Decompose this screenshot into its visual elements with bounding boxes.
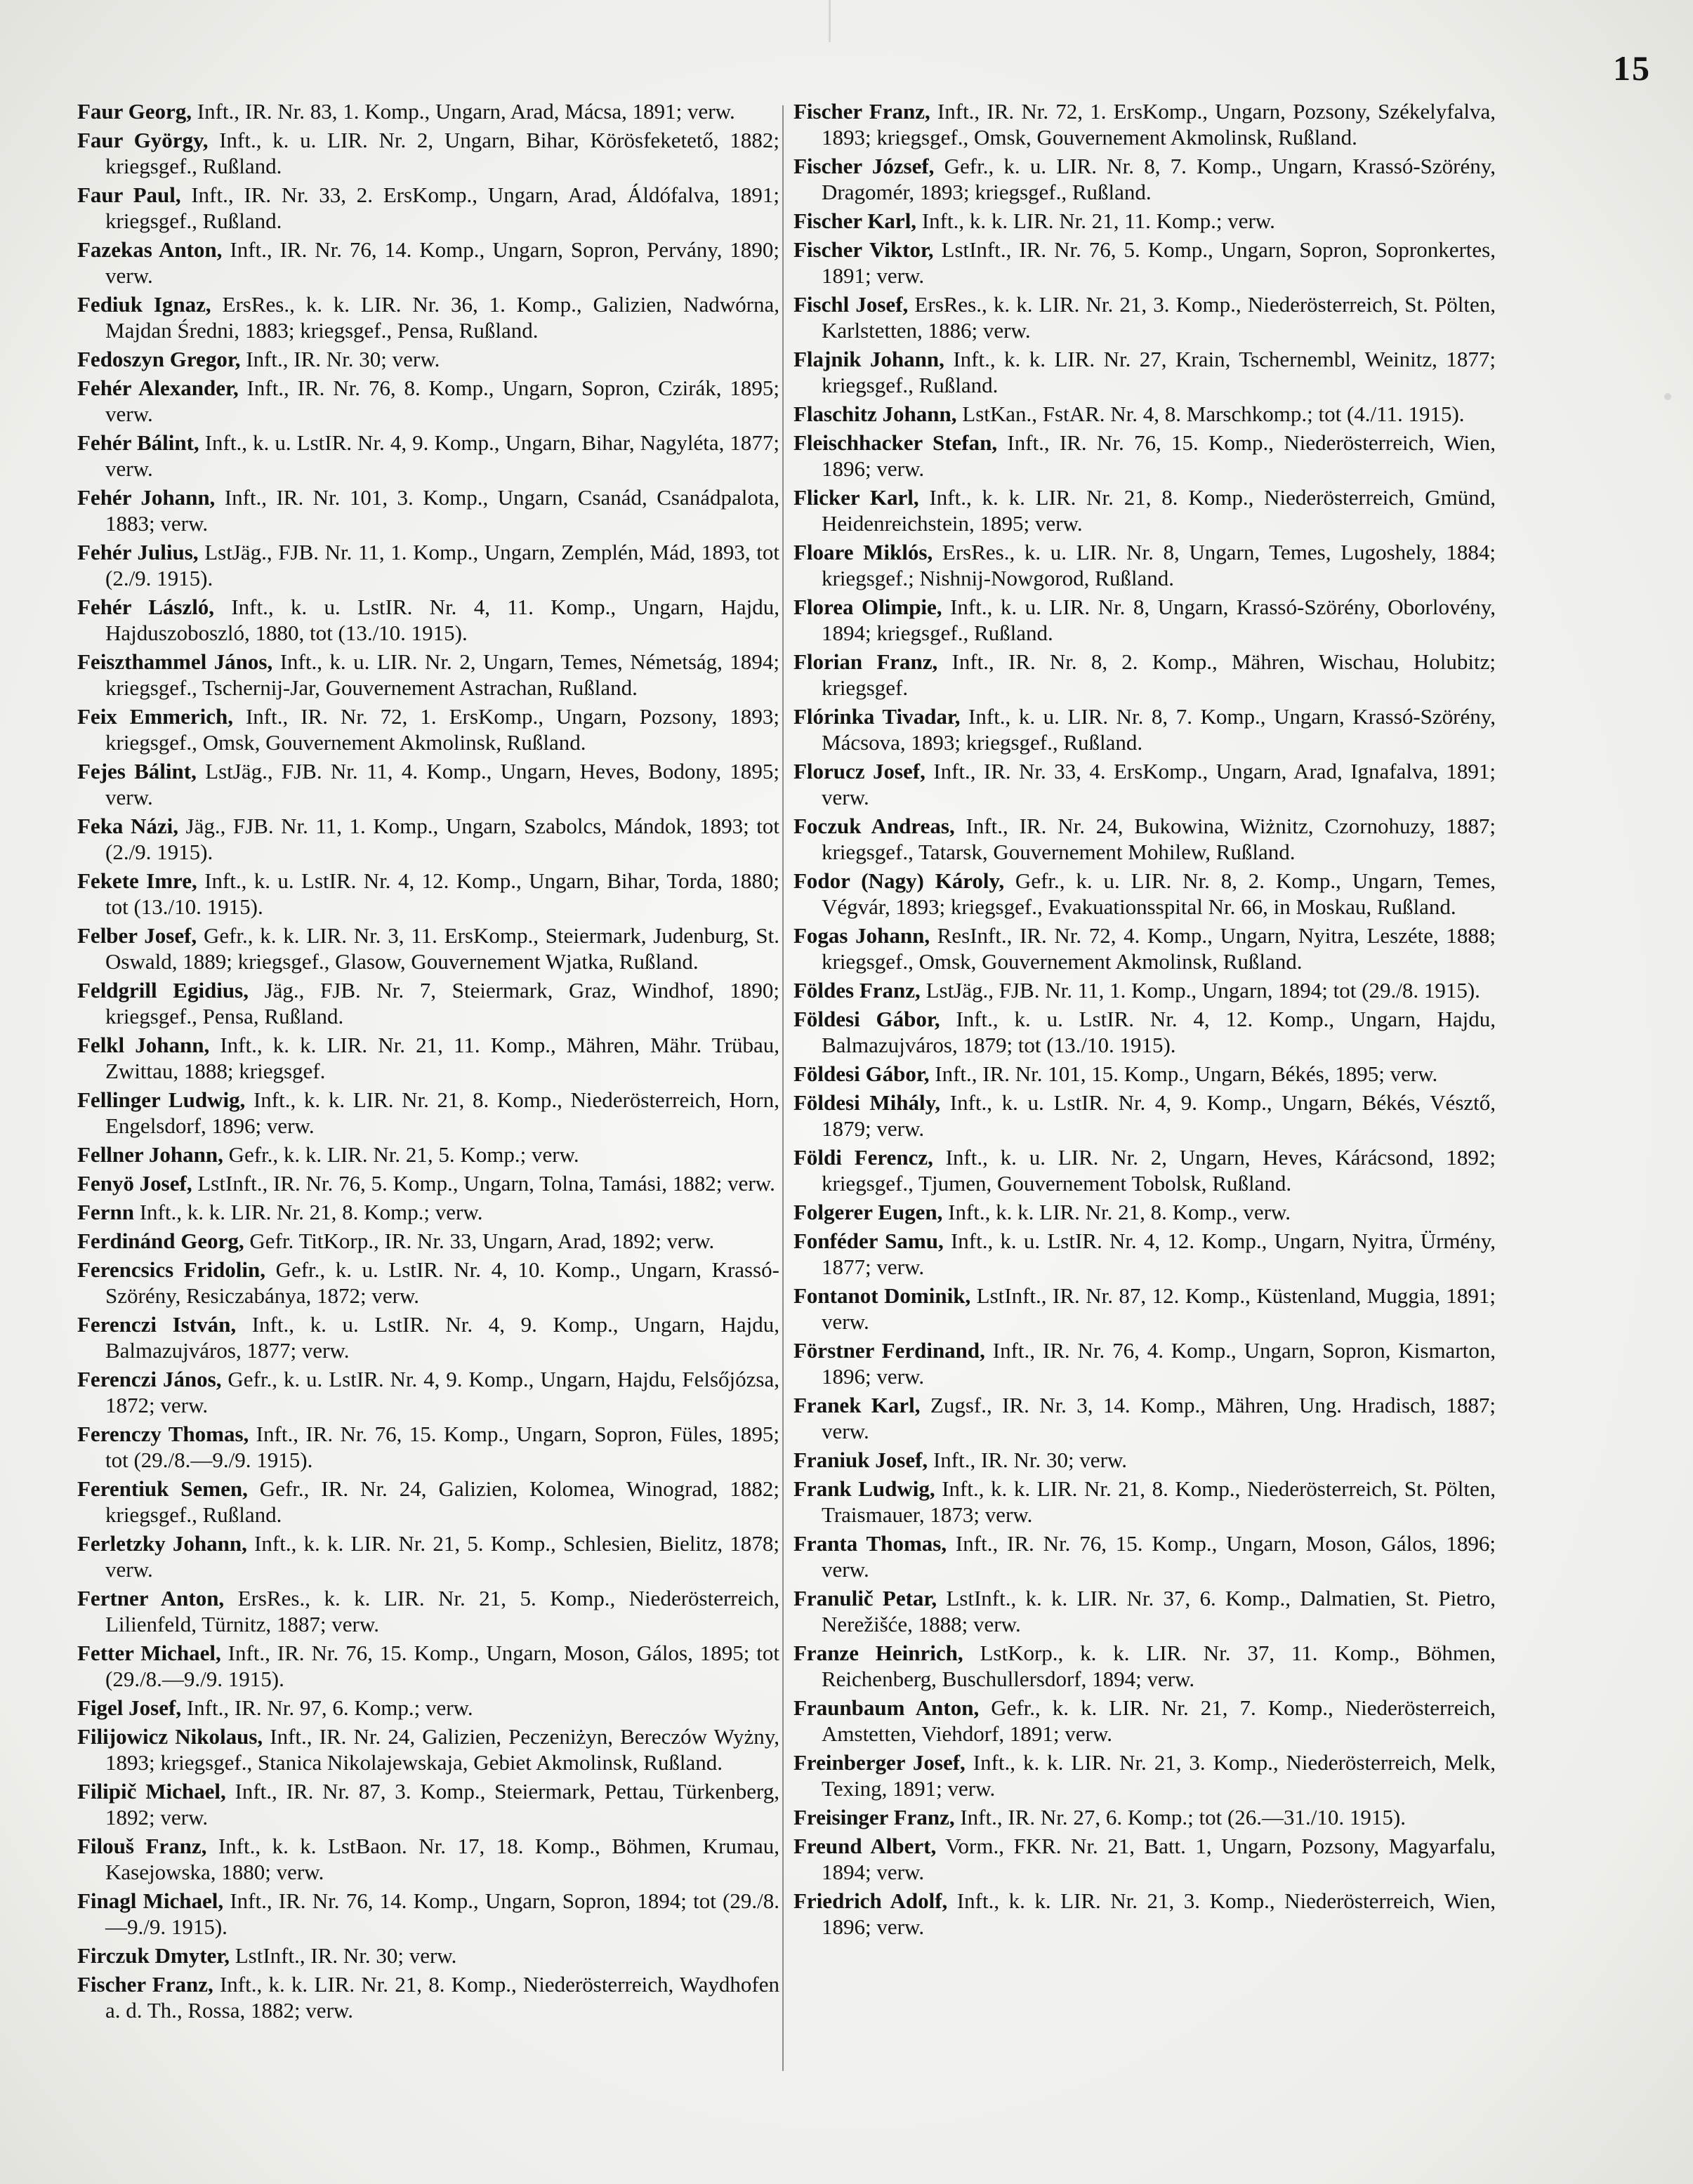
entry-details: Inft., IR. Nr. 76, 4. Komp., Ungarn, Sopron, Kismarton, 1896; verw.: [822, 1338, 1496, 1389]
register-entry: [77, 1695, 779, 1721]
entry-details: Vorm., FKR. Nr. 21, Batt. 1, Ungarn, Pozsony, Magyarfalu, 1894; verw.: [822, 1834, 1496, 1884]
register-entry: [77, 813, 779, 865]
entry-details: Zugsf., IR. Nr. 3, 14. Komp., Mähren, Ung. Hradisch, 1887; verw.: [822, 1393, 1496, 1443]
register-entry: [77, 1585, 779, 1637]
entry-details: LstInft., IR. Nr. 30; verw.: [229, 1943, 457, 1968]
entry-name: Fellinger Ludwig,: [77, 1087, 246, 1112]
entry-details: Inft., IR. Nr. 76, 14. Komp., Ungarn, Sopron, 1894; tot (29./8.—9./9. 1915).: [105, 1888, 779, 1939]
entry-details: Jäg., FJB. Nr. 11, 1. Komp., Ungarn, Szabolcs, Mándok, 1893; tot (2./9. 1915).: [105, 814, 780, 864]
entry-details: Inft., IR. Nr. 76, 15. Komp., Ungarn, Moson, Gálos, 1895; tot (29./8.—9./9. 1915).: [105, 1641, 779, 1691]
entry-name: Franek Karl,: [793, 1393, 921, 1417]
entry-name: Firczuk Dmyter,: [77, 1943, 230, 1968]
entry-name: Fehér Johann,: [77, 485, 216, 510]
entry-details: Inft., k. k. LIR. Nr. 21, 8. Komp.; verw.: [133, 1200, 483, 1224]
register-entry: [77, 758, 779, 810]
entry-details: Gefr., k. k. LIR. Nr. 3, 11. ErsKomp., Steiermark, Judenburg, St. Oswald, 1889; kriegsgef., Glasow, Gouvernement Wjatka, Rußland.: [105, 923, 779, 974]
register-entry: [77, 1170, 779, 1196]
entry-details: Inft., k. u. LstIR. Nr. 4, 12. Komp., Ungarn, Nyitra, Ürmény, 1877; verw.: [822, 1229, 1496, 1279]
entry-details: Inft., IR. Nr. 33, 4. ErsKomp., Ungarn, Arad, Ignafalva, 1891; verw.: [822, 759, 1496, 809]
entry-details: Inft., k. u. LIR. Nr. 2, Ungarn, Bihar, Körösfeketető, 1882; kriegsgef., Rußland.: [105, 128, 779, 178]
register-entry: [793, 1283, 1496, 1335]
entry-details: Inft., k. k. LIR. Nr. 21, 8. Komp., Niederösterreich, St. Pölten, Traismauer, 1873; verw.: [822, 1476, 1496, 1527]
entry-name: Felkl Johann,: [77, 1033, 210, 1057]
register-entry: [793, 1090, 1496, 1141]
entry-name: Frank Ludwig,: [793, 1476, 935, 1501]
register-entry: [793, 539, 1496, 591]
register-entry: [793, 291, 1496, 343]
entry-name: Fehér Bálint,: [77, 430, 199, 455]
entry-details: Inft., k. k. LIR. Nr. 21, 5. Komp., Schlesien, Bielitz, 1878; verw.: [105, 1531, 779, 1582]
entry-details: LstInft., IR. Nr. 76, 5. Komp., Ungarn, Tolna, Tamási, 1882; verw.: [192, 1171, 775, 1196]
register-entry: [793, 1695, 1496, 1747]
entry-name: Fischer Viktor,: [793, 237, 934, 262]
entry-name: Fellner Johann,: [77, 1142, 223, 1167]
register-entry: [793, 649, 1496, 701]
entry-name: Fernn: [77, 1200, 134, 1224]
register-entry: [77, 1421, 779, 1473]
register-entry: [793, 758, 1496, 810]
entry-name: Fraunbaum Anton,: [793, 1695, 980, 1720]
entry-name: Floare Miklós,: [793, 540, 933, 564]
register-entry: [77, 1366, 779, 1418]
entry-details: Inft., IR. Nr. 24, Bukowina, Wiżnitz, Czornohuzy, 1887; kriegsgef., Tatarsk, Gouvernement Mohilew, Rußland.: [822, 814, 1496, 864]
entry-details: Inft., IR. Nr. 76, 15. Komp., Ungarn, Sopron, Füles, 1895; tot (29./8.—9./9. 1915).: [105, 1422, 779, 1472]
entry-details: Inft., IR. Nr. 76, 14. Komp., Ungarn, Sopron, Pervány, 1890; verw.: [105, 237, 779, 288]
entry-details: LstJäg., FJB. Nr. 11, 1. Komp., Ungarn, 1894; tot (29./8. 1915).: [920, 978, 1480, 1002]
register-entry: [77, 1032, 779, 1084]
register-entry: [77, 237, 779, 289]
entry-details: Inft., k. u. LstIR. Nr. 4, 11. Komp., Ungarn, Hajdu, Hajduszoboszló, 1880, tot (13./10. 1915).: [105, 595, 779, 645]
entry-name: Fehér László,: [77, 595, 215, 619]
entry-details: ErsRes., k. k. LIR. Nr. 21, 5. Komp., Niederösterreich, Lilienfeld, Türnitz, 1887; verw.: [105, 1586, 779, 1636]
entry-details: Inft., k. u. LstIR. Nr. 4, 12. Komp., Ungarn, Bihar, Torda, 1880; tot (13./10. 1915).: [105, 868, 779, 919]
register-entry: [793, 401, 1496, 427]
register-entry: [77, 594, 779, 646]
entry-name: Florucz Josef,: [793, 759, 925, 783]
register-entry: [77, 291, 779, 343]
entry-name: Ferdinánd Georg,: [77, 1229, 244, 1253]
entry-details: LstInft., k. k. LIR. Nr. 37, 6. Komp., Dalmatien, St. Pietro, Nerežišće, 1888; verw.: [822, 1586, 1496, 1636]
register-entry: [793, 1888, 1496, 1940]
register-entry: [793, 98, 1496, 150]
entry-details: ErsRes., k. u. LIR. Nr. 8, Ungarn, Temes, Lugoshely, 1884; kriegsgef.; Nishnij-Nowgorod, Rußland.: [822, 540, 1496, 590]
entry-name: Flajnik Johann,: [793, 347, 944, 371]
entry-name: Feldgrill Egidius,: [77, 978, 249, 1002]
entry-name: Faur Paul,: [77, 183, 181, 207]
entry-details: LstKorp., k. k. LIR. Nr. 37, 11. Komp., Böhmen, Reichenberg, Buschullersdorf, 1894; verw.: [822, 1641, 1496, 1691]
register-entry: [77, 1888, 779, 1940]
entry-details: Inft., k. k. LIR. Nr. 21, 8. Komp., Niederösterreich, Gmünd, Heidenreichstein, 1895; verw.: [822, 485, 1496, 536]
entry-name: Fetter Michael,: [77, 1641, 221, 1665]
entry-details: Gefr., k. u. LstIR. Nr. 4, 10. Komp., Ungarn, Krassó-Szörény, Resiczabánya, 1872; verw.: [105, 1257, 780, 1308]
entry-details: Gefr., k. u. LIR. Nr. 8, 7. Komp., Ungarn, Krassó-Szörény, Dragomér, 1893; kriegsgef., Rußland.: [822, 154, 1496, 204]
entry-name: Filijowicz Nikolaus,: [77, 1724, 263, 1749]
register-entry: [793, 430, 1496, 482]
entry-details: ResInft., IR. Nr. 72, 4. Komp., Ungarn, Nyitra, Leszéte, 1888; kriegsgef., Omsk, Gouvernement Akmolinsk, Rußland.: [822, 923, 1496, 974]
entry-details: Inft., k. u. LstIR. Nr. 4, 9. Komp., Ungarn, Bihar, Nagyléta, 1877; verw.: [105, 430, 779, 481]
entry-name: Ferenczy Thomas,: [77, 1422, 249, 1446]
register-entry: [793, 1640, 1496, 1692]
entry-details: LstJäg., FJB. Nr. 11, 1. Komp., Ungarn, Zemplén, Mád, 1893, tot (2./9. 1915).: [105, 540, 780, 590]
entry-details: Inft., k. u. LstIR. Nr. 4, 9. Komp., Ungarn, Békés, Vésztő, 1879; verw.: [822, 1090, 1496, 1141]
entry-name: Faur György,: [77, 128, 209, 152]
entry-name: Felber Josef,: [77, 923, 197, 948]
entry-details: Inft., k. u. LstIR. Nr. 4, 12. Komp., Ungarn, Hajdu, Balmazujváros, 1879; tot (13./10. 1915).: [822, 1007, 1496, 1057]
register-entry: [793, 484, 1496, 536]
column-divider: [782, 105, 784, 2071]
entry-name: Florea Olimpie,: [793, 595, 942, 619]
entry-details: Gefr. TitKorp., IR. Nr. 33, Ungarn, Arad, 1892; verw.: [244, 1229, 715, 1253]
register-entry: [77, 1943, 779, 1968]
entry-name: Florian Franz,: [793, 649, 938, 674]
entry-name: Freinberger Josef,: [793, 1750, 966, 1775]
entry-details: Inft., k. u. LstIR. Nr. 4, 9. Komp., Ungarn, Hajdu, Balmazujváros, 1877; verw.: [105, 1312, 780, 1363]
register-entry: [793, 1006, 1496, 1058]
entry-name: Fazekas Anton,: [77, 237, 223, 262]
register-entry: [77, 868, 779, 920]
register-entry: [793, 1392, 1496, 1444]
entry-name: Fodor (Nagy) Károly,: [793, 868, 1005, 893]
register-entry: [793, 1530, 1496, 1582]
entry-details: Jäg., FJB. Nr. 7, Steiermark, Graz, Windhof, 1890; kriegsgef., Pensa, Rußland.: [105, 978, 779, 1028]
entry-details: Gefr., k. u. LIR. Nr. 8, 2. Komp., Ungarn, Temes, Végvár, 1893; kriegsgef., Evakuationsspital Nr. 66, in Moskau, Rußland.: [822, 868, 1496, 919]
entry-name: Franta Thomas,: [793, 1531, 947, 1556]
register-entry: [793, 868, 1496, 920]
entry-name: Fischer József,: [793, 154, 935, 178]
scan-artifact: [829, 0, 831, 42]
register-entry: [793, 346, 1496, 398]
entry-details: Gefr., k. u. LstIR. Nr. 4, 9. Komp., Ungarn, Hajdu, Felsőjózsa, 1872; verw.: [105, 1367, 780, 1417]
entry-name: Flórinka Tivadar,: [793, 704, 961, 729]
entry-name: Filipič Michael,: [77, 1779, 226, 1804]
register-entry: [77, 182, 779, 234]
entry-name: Ferenczi István,: [77, 1312, 237, 1337]
entry-name: Feiszthammel János,: [77, 649, 273, 674]
entry-name: Fleischhacker Stefan,: [793, 430, 998, 455]
entry-name: Ferencsics Fridolin,: [77, 1257, 265, 1282]
entry-name: Förstner Ferdinand,: [793, 1338, 985, 1363]
entry-name: Finagl Michael,: [77, 1888, 224, 1913]
register-entry: [793, 1144, 1496, 1196]
register-entry: [77, 539, 779, 591]
entry-details: LstJäg., FJB. Nr. 11, 4. Komp., Ungarn, Heves, Bodony, 1895; verw.: [105, 759, 780, 809]
register-entry: [77, 346, 779, 372]
entry-details: Inft., IR. Nr. 33, 2. ErsKomp., Ungarn, Arad, Áldófalva, 1891; kriegsgef., Rußland.: [105, 183, 779, 233]
register-entry: [77, 1311, 779, 1363]
entry-details: Inft., k. k. LIR. Nr. 21, 8. Komp., verw.: [942, 1200, 1291, 1224]
entry-details: Inft., IR. Nr. 97, 6. Komp.; verw.: [181, 1695, 473, 1720]
entry-details: Inft., IR. Nr. 72, 1. ErsKomp., Ungarn, Pozsony, 1893; kriegsgef., Omsk, Gouvernement Akmolinsk, Rußland.: [105, 704, 780, 755]
entry-name: Fehér Alexander,: [77, 376, 239, 400]
entry-details: Inft., k. k. LIR. Nr. 21, 3. Komp., Niederösterreich, Wien, 1896; verw.: [822, 1888, 1496, 1939]
entry-details: ErsRes., k. k. LIR. Nr. 21, 3. Komp., Niederösterreich, St. Pölten, Karlstetten, 1886; verw.: [822, 292, 1496, 343]
entry-details: LstKan., FstAR. Nr. 4, 8. Marschkomp.; tot (4./11. 1915).: [956, 402, 1465, 426]
entry-name: Flicker Karl,: [793, 485, 919, 510]
entry-details: LstInft., IR. Nr. 87, 12. Komp., Küstenland, Muggia, 1891; verw.: [822, 1283, 1496, 1334]
entry-name: Fischer Karl,: [793, 209, 917, 233]
register-entry: [77, 649, 779, 701]
right-column: [793, 98, 1496, 1943]
entry-details: Inft., IR. Nr. 76, 15. Komp., Niederösterreich, Wien, 1896; verw.: [822, 430, 1496, 481]
entry-details: Inft., k. k. LIR. Nr. 21, 8. Komp., Niederösterreich, Horn, Engelsdorf, 1896; verw.: [105, 1087, 779, 1138]
page-number: 15: [1613, 48, 1651, 88]
entry-name: Fontanot Dominik,: [793, 1283, 971, 1308]
register-entry: [793, 1199, 1496, 1225]
entry-name: Fedoszyn Gregor,: [77, 347, 241, 371]
register-entry: [77, 703, 779, 755]
entry-name: Fischl Josef,: [793, 292, 909, 317]
entry-name: Feix Emmerich,: [77, 704, 233, 729]
entry-details: Inft., IR. Nr. 72, 1. ErsKomp., Ungarn, Pozsony, Székelyfalva, 1893; kriegsgef., Omsk, Gouvernement Akmolinsk, Rußland.: [822, 99, 1496, 150]
entry-name: Franulič Petar,: [793, 1586, 937, 1610]
entry-name: Filouš Franz,: [77, 1834, 207, 1858]
entry-name: Freund Albert,: [793, 1834, 937, 1858]
register-entry: [793, 1585, 1496, 1637]
entry-details: Inft., k. k. LIR. Nr. 27, Krain, Tschernembl, Weinitz, 1877; kriegsgef., Rußland.: [822, 347, 1496, 397]
register-entry: [793, 977, 1496, 1003]
entry-details: Inft., IR. Nr. 30; verw.: [240, 347, 440, 371]
entry-name: Freisinger Franz,: [793, 1805, 955, 1829]
entry-name: Földesi Gábor,: [793, 1007, 940, 1031]
entry-details: Inft., IR. Nr. 30; verw.: [928, 1448, 1128, 1472]
register-entry: [793, 703, 1496, 755]
register-entry: [793, 922, 1496, 974]
register-entry: [77, 1228, 779, 1254]
entry-name: Ferenczi János,: [77, 1367, 222, 1391]
scan-artifact: [1664, 393, 1671, 400]
register-entry: [793, 1337, 1496, 1389]
entry-name: Feka Názi,: [77, 814, 178, 838]
entry-details: Inft., IR. Nr. 83, 1. Komp., Ungarn, Arad, Mácsa, 1891; verw.: [192, 99, 735, 124]
register-entry: [793, 1833, 1496, 1885]
register-entry: [77, 127, 779, 179]
entry-name: Faur Georg,: [77, 99, 192, 124]
register-entry: [77, 1199, 779, 1225]
register-entry: [793, 1447, 1496, 1473]
entry-name: Fekete Imre,: [77, 868, 197, 893]
entry-details: Inft., IR. Nr. 101, 3. Komp., Ungarn, Csanád, Csanádpalota, 1883; verw.: [105, 485, 779, 536]
entry-name: Fischer Franz,: [793, 99, 930, 124]
register-entry: [793, 813, 1496, 865]
entry-name: Fischer Franz,: [77, 1972, 213, 1997]
entry-details: Inft., k. k. LstBaon. Nr. 17, 18. Komp., Böhmen, Krumau, Kasejowska, 1880; verw.: [105, 1834, 779, 1884]
entry-details: Inft., k. u. LIR. Nr. 8, Ungarn, Krassó-Szörény, Oborlovény, 1894; kriegsgef., Rußland.: [822, 595, 1496, 645]
entry-name: Földi Ferencz,: [793, 1145, 933, 1170]
register-entry: [77, 922, 779, 974]
register-entry: [77, 375, 779, 427]
entry-details: Inft., IR. Nr. 101, 15. Komp., Ungarn, Békés, 1895; verw.: [929, 1061, 1438, 1086]
entry-name: Foczuk Andreas,: [793, 814, 955, 838]
entry-details: Inft., IR. Nr. 27, 6. Komp.; tot (26.—31./10. 1915).: [954, 1805, 1406, 1829]
entry-details: Inft., k. u. LIR. Nr. 2, Ungarn, Temes, Németság, 1894; kriegsgef., Tschernij-Jar, Gouvernement Astrachan, Rußland.: [105, 649, 779, 700]
entry-details: Inft., k. u. LIR. Nr. 2, Ungarn, Heves, Kárácsond, 1892; kriegsgef., Tjumen, Gouvernement Tobolsk, Rußland.: [822, 1145, 1496, 1196]
entry-name: Ferletzky Johann,: [77, 1531, 247, 1556]
register-entry: [77, 430, 779, 482]
register-entry: [77, 1971, 779, 2023]
register-entry: [793, 1228, 1496, 1280]
entry-name: Fertner Anton,: [77, 1586, 225, 1610]
entry-name: Fediuk Ignaz,: [77, 292, 211, 317]
entry-name: Fenyö Josef,: [77, 1171, 192, 1196]
entry-name: Folgerer Eugen,: [793, 1200, 943, 1224]
entry-details: Inft., k. k. LIR. Nr. 21, 8. Komp., Niederösterreich, Waydhofen a. d. Th., Rossa, 1882; verw.: [105, 1972, 779, 2023]
register-entry: [77, 1778, 779, 1830]
entry-details: Inft., k. k. LIR. Nr. 21, 3. Komp., Niederösterreich, Melk, Texing, 1891; verw.: [822, 1750, 1496, 1801]
register-entry: [77, 1640, 779, 1692]
register-entry: [77, 1257, 779, 1309]
entry-details: Gefr., k. k. LIR. Nr. 21, 7. Komp., Niederösterreich, Amstetten, Viehdorf, 1891; verw.: [822, 1695, 1496, 1746]
register-entry: [77, 98, 779, 124]
register-entry: [793, 153, 1496, 205]
entry-name: Fehér Julius,: [77, 540, 199, 564]
register-entry: [77, 1833, 779, 1885]
entry-name: Földesi Gábor,: [793, 1061, 930, 1086]
entry-details: Inft., IR. Nr. 24, Galizien, Peczeniżyn, Bereczów Wyżny, 1893; kriegsgef., Stanica Nikolajewskaja, Gebiet Akmolinsk, Rußland.: [105, 1724, 780, 1775]
register-entry: [77, 977, 779, 1029]
entry-name: Földes Franz,: [793, 978, 921, 1002]
register-entry: [77, 484, 779, 536]
entry-name: Fogas Johann,: [793, 923, 930, 948]
entry-details: LstInft., IR. Nr. 76, 5. Komp., Ungarn, Sopron, Sopronkertes, 1891; verw.: [822, 237, 1496, 288]
register-entry: [77, 1141, 779, 1167]
left-column: [77, 98, 779, 2026]
entry-name: Figel Josef,: [77, 1695, 182, 1720]
entry-name: Franze Heinrich,: [793, 1641, 963, 1665]
entry-name: Ferentiuk Semen,: [77, 1476, 248, 1501]
register-entry: [793, 1804, 1496, 1830]
register-entry: [793, 1749, 1496, 1801]
entry-details: Gefr., k. k. LIR. Nr. 21, 5. Komp.; verw.: [223, 1142, 579, 1167]
register-entry: [77, 1476, 779, 1528]
register-entry: [793, 237, 1496, 289]
register-entry: [793, 1061, 1496, 1087]
entry-details: Inft., IR. Nr. 76, 15. Komp., Ungarn, Moson, Gálos, 1896; verw.: [822, 1531, 1496, 1582]
entry-details: Gefr., IR. Nr. 24, Galizien, Kolomea, Winograd, 1882; kriegsgef., Rußland.: [105, 1476, 779, 1527]
entry-name: Flaschitz Johann,: [793, 402, 957, 426]
register-entry: [793, 594, 1496, 646]
entry-details: Inft., k. u. LIR. Nr. 8, 7. Komp., Ungarn, Krassó-Szörény, Mácsova, 1893; kriegsgef., Rußland.: [822, 704, 1496, 755]
register-entry: [77, 1087, 779, 1139]
register-entry: [77, 1723, 779, 1775]
entry-details: Inft., IR. Nr. 76, 8. Komp., Ungarn, Sopron, Czirák, 1895; verw.: [105, 376, 779, 426]
entry-name: Fonféder Samu,: [793, 1229, 944, 1253]
entry-details: Inft., k. k. LIR. Nr. 21, 11. Komp.; verw.: [916, 209, 1275, 233]
entry-details: ErsRes., k. k. LIR. Nr. 36, 1. Komp., Galizien, Nadwórna, Majdan Średni, 1883; kriegsgef., Pensa, Rußland.: [105, 292, 779, 343]
register-entry: [77, 1530, 779, 1582]
register-entry: [793, 1476, 1496, 1528]
register-entry: [793, 208, 1496, 234]
entry-name: Fejes Bálint,: [77, 759, 197, 783]
entry-details: Inft., IR. Nr. 8, 2. Komp., Mähren, Wischau, Holubitz; kriegsgef.: [822, 649, 1496, 700]
entry-name: Franiuk Josef,: [793, 1448, 928, 1472]
entry-name: Friedrich Adolf,: [793, 1888, 948, 1913]
entry-details: Inft., k. k. LIR. Nr. 21, 11. Komp., Mähren, Mähr. Trübau, Zwittau, 1888; kriegsgef.: [105, 1033, 779, 1083]
entry-details: Inft., IR. Nr. 87, 3. Komp., Steiermark, Pettau, Türkenberg, 1892; verw.: [105, 1779, 779, 1829]
entry-name: Földesi Mihály,: [793, 1090, 941, 1115]
